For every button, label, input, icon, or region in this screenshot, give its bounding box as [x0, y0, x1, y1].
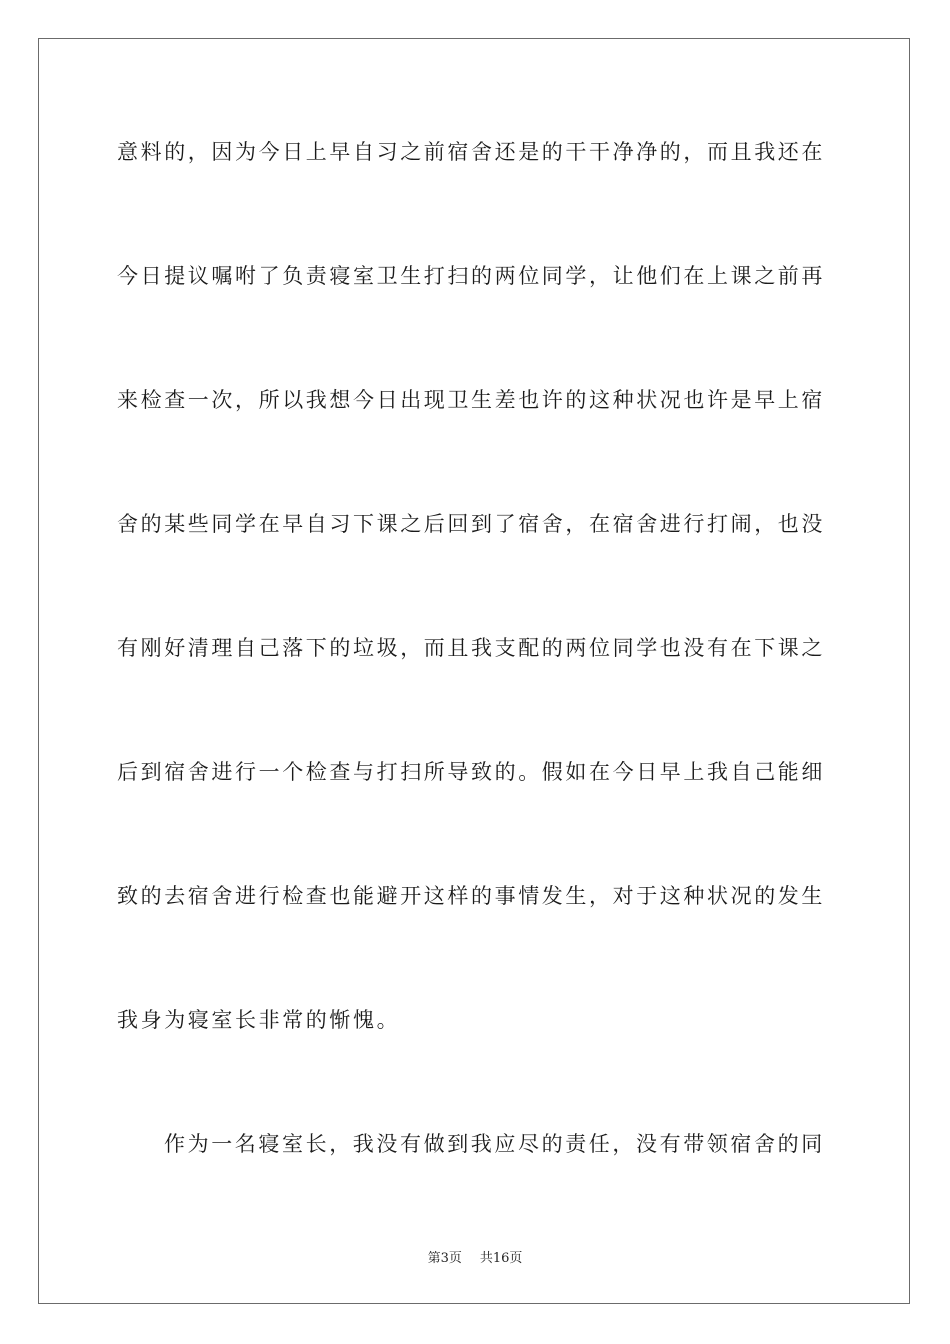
- page-footer: [0, 1247, 950, 1266]
- body-text-line: 来检查一次，所以我想今日出现卫生差也许的这种状况也许是早上宿: [117, 388, 825, 412]
- body-text-line: 我身为寝室长非常的惭愧。: [117, 1008, 401, 1032]
- body-text-line: 今日提议嘱咐了负责寝室卫生打扫的两位同学，让他们在上课之前再: [117, 264, 825, 288]
- body-text-line: 后到宿舍进行一个检查与打扫所导致的。假如在今日早上我自己能细: [117, 760, 825, 784]
- body-text-line: 舍的某些同学在早自习下课之后回到了宿舍，在宿舍进行打闹，也没: [117, 512, 825, 536]
- paragraph-first-line: 作为一名寝室长，我没有做到我应尽的责任，没有带领宿舍的同: [164, 1132, 825, 1156]
- body-text-line: 有刚好清理自己落下的垃圾，而且我支配的两位同学也没有在下课之: [117, 636, 825, 660]
- page-total: 共16页: [479, 1251, 523, 1266]
- page-border: [38, 38, 910, 1304]
- body-text-line: 意料的，因为今日上早自习之前宿舍还是的干干净净的，而且我还在: [117, 140, 825, 164]
- body-text-line: 致的去宿舍进行检查也能避开这样的事情发生，对于这种状况的发生: [117, 884, 825, 908]
- page-number: 第3页: [427, 1251, 462, 1266]
